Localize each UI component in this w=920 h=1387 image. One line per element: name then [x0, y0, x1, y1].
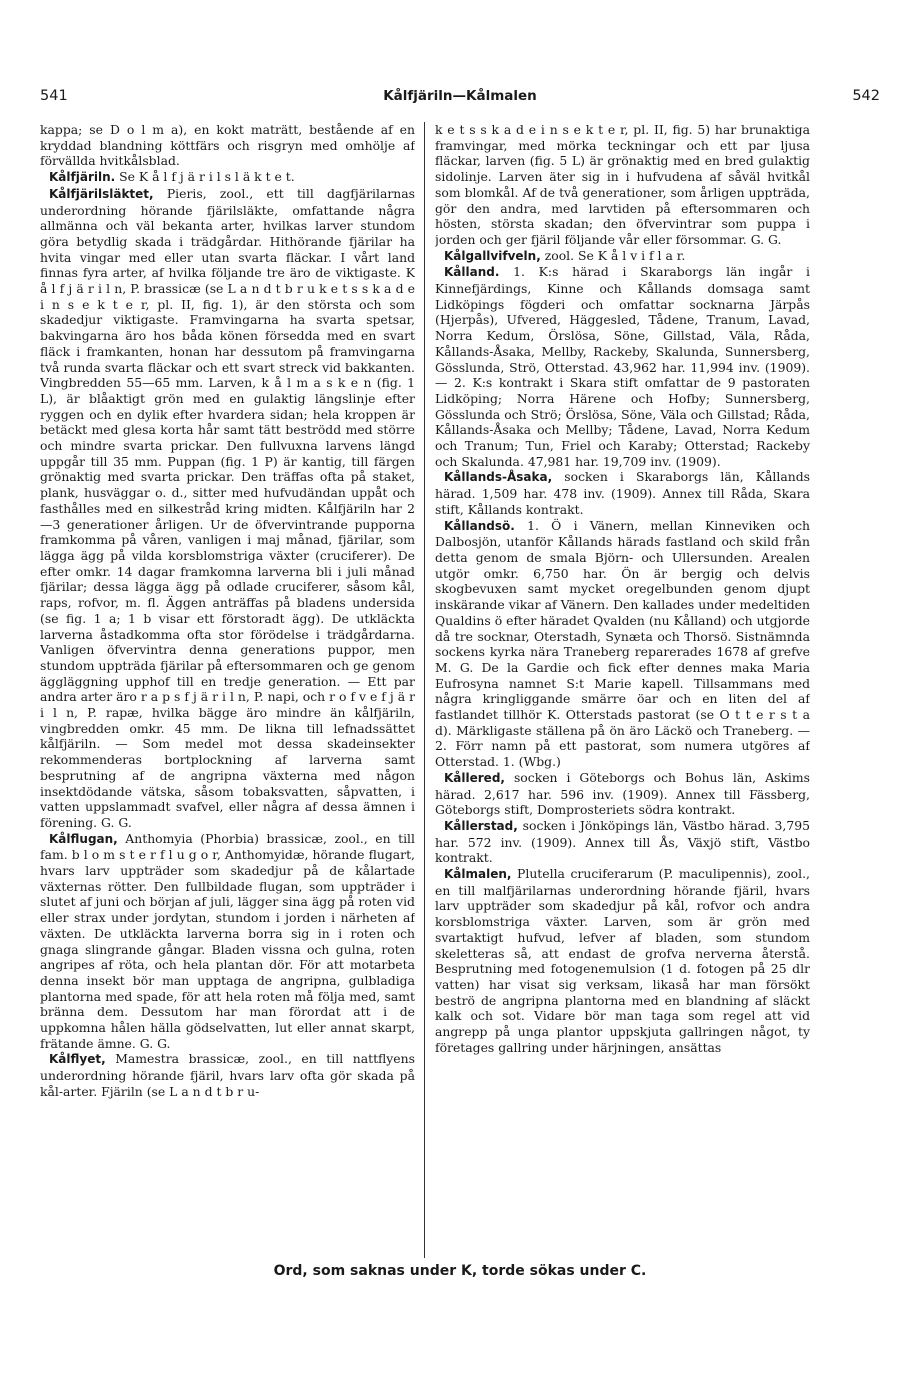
entry-headword: Kålfjärilsläktet,: [49, 186, 154, 201]
entry: [435, 469, 810, 517]
entry-body: socken i Skaraborgs län, Kållands härad. 1,509 har. 478 inv. (1909). Annex till Råda, Skara stift, Kållands kontrakt.: [435, 469, 810, 517]
entry: [435, 866, 810, 1055]
entry: [435, 518, 810, 770]
entry-body: 1. K:s härad i Skaraborgs län ingår i Kinnefjärdings, Kinne och Kållands domsaga samt Lidköpings fögderi och omfattar socknarna Järpås (Hjerpås), Ufvered, Häggesled, Tådene, Tranum, Lavad, Norra Kedum, Örslösa, Söne, Gillstad, Väla, Råda, Kållands-Åsaka, Mellby, Rackeby, Skalunda, Sunnersberg, Gösslunda, Strö, Otterstad. 43,962 har. 11,994 inv. (1909). — 2. K:s kontrakt i Skara stift omfattar de 9 pastoraten Lidköping; Norra Härene och Hofby; Sunnersberg, Gösslunda och Strö; Örslösa, Söne, Väla och Gillstad; Råda, Kållands-Åsaka och Mellby; Tådene, Lavad, Norra Kedum och Tranum; Tun, Friel och Karaby; Otterstad; Rackeby och Skalunda. 47,981 har. 19,709 inv. (1909).: [435, 264, 810, 469]
entry-body: Plutella cruciferarum (P. maculipennis), zool., en till malfjärilarnas underordning hörande fjäril, hvars larv uppträder som skadedjur på kål, rofvor och andra korsblomstriga växter. Larven, som är grön med svartaktigt hufvud, lefver af bladen, som stundom skeletteras så, att endast de grofva nerverna återstå. Besprutning med fotogenemulsion (1 d. fotogen på 25 dlr vatten) har visat sig verksam, likaså har man försökt beströ de angripna plantorna med en blandning af släckt kalk och sot. Vidare bör man taga som regel att vid angrepp på unga plantor uppskjuta gallringen något, ty företages gallring under härjningen, ansättas: [435, 866, 810, 1055]
entry-headword: Kållandsö.: [444, 518, 515, 533]
entry-body: 1. Ö i Vänern, mellan Kinneviken och Dalbosjön, utanför Kållands härads fastland och skild från detta genom de smala Björn- och Ullersunden. Arealen utgör omkr. 6,750 har. Ön är bergig och delvis skogbevuxen samt mycket oregelbunden genom djupt inskärande vikar af Vänern. Den kallades under medeltiden Qualdins ö efter häradet Qvalden (nu Kålland) och utgjorde då tre socknar, Oterstadh, Synæta och Thorsö. Sistnämnda sockens kyrka nära Traneberg reparerades 1678 af grefve M. G. De la Gardie och fick efter dennes maka Maria Eufrosyna namnet S:t Marie kapell. Tillsammans med några kringliggande smärre öar och en liten del af fastlandet tillhör K. Otterstads pastorat (se O t t e r s t a d). Märkligaste ställena på ön äro Läckö och Traneberg. — 2. Förr namn på ett pastorat, som numera utgöres af Otterstad. 1. (Wbg.): [435, 517, 810, 770]
column-divider: [424, 122, 425, 1258]
entry-body: Anthomyia (Phorbia) brassicæ, zool., en till fam. b l o m s t e r f l u g o r, Anthomyidæ, hörande flugart, hvars larv uppträder som skadedjur på de kålartade växternas rötter. Den fullbildade flugan, som uppträder i slutet af juni och början af juli, lägger sina ägg på roten vid eller strax under jordytan, stundom i jorden i närheten af växten. De utkläckta larverna borra sig in i roten och gnaga slingrande gångar. Bladen vissna och gulna, roten angripes af röta, och hela plantan dör. För att motarbeta denna insekt bör man upptaga de angripna, gulbladiga plantorna med spade, för att hela roten må följa med, samt bränna dem. Dessutom har man förordat att i de uppkomna hålen hälla gödselvatten, lut eller annat skarpt, frätande ämne. G. G.: [40, 830, 415, 1051]
entry: [435, 248, 810, 265]
entry-headword: Kållands-Åsaka,: [444, 470, 553, 485]
entry-headword: Kålland.: [444, 265, 500, 280]
entry-body: Se K å l f j ä r i l s l ä k t e t.: [119, 169, 295, 185]
entry: [40, 831, 415, 1052]
entry: [435, 264, 810, 469]
left-column: [40, 122, 415, 1258]
entry-body: zool. Se K å l v i f l a r.: [544, 247, 686, 263]
entry: [40, 169, 415, 186]
running-title: Kålfjäriln—Kålmalen: [383, 88, 537, 104]
page-footer-note: Ord, som saknas under K, torde sökas under C.: [273, 1263, 647, 1279]
entry-headword: Kålfjäriln.: [49, 170, 116, 185]
entry-body: socken i Jönköpings län, Västbo härad. 3,795 har. 572 inv. (1909). Annex till Ås, Växjö stift, Västbo kontrakt.: [435, 817, 810, 866]
entry-body: Mamestra brassicæ, zool., en till nattflyens underordning hörande fjäril, hvars larv ofta gör skada på kål-arter. Fjäriln (se L a n d t b r u-: [40, 1051, 415, 1099]
entry-headword: Kålmalen,: [444, 867, 512, 882]
entry-body: Pieris, zool., ett till dagfjärilarnas underordning hörande fjärilsläkte, omfattande några allmänna och väl bekanta arter, hvilkas larver stundom göra betydlig skada i trädgårdar. Hithörande fjärilar ha hvita vingar med eller utan svarta fläckar. I vårt land finnas fyra arter, af hvilka följande tre äro de viktigaste. K å l f j ä r i l n, P. brassicæ (se L a n d t b r u k e t s s k a d e i n s e k t e r, pl. II, fig. 1), är den största och som skadedjur viktigaste. Framvingarna ha svarta spetsar, bakvingarna äro hos båda könen försedda med en svart fläck i framkanten, honan har dessutom på framvingarna två runda svarta fläckar och ett svart streck vid bakkanten. Vingbredden 55—65 mm. Larven, k å l m a s k e n (fig. 1 L), är blåaktigt grön med en gulaktig längslinje efter ryggen och en dylik efter hvardera sidan; hela kroppen är betäckt med glesa korta hår samt tätt beströdd med större och mindre svarta prickar. Den fullvuxna larvens längd uppgår till 35 mm. Puppan (fig. 1 P) är kantig, till färgen grönaktig med svarta prickar. Den träffas ofta på staket, plank, husväggar o. d., sitter med hufvudändan uppåt och fasthålles med en silkestråd kring midten. Kålfjäriln har 2—3 generationer årligen. Ur de öfvervintrande pupporna framkomma på våren, vanligen i maj månad, fjärilar, som lägga ägg på vilda korsblomstriga växter (cruciferer). De efter omkr. 14 dagar framkomna larverna bli i juli månad fjärilar; dessa lägga ägg på odlade cruciferer, såsom kål, raps, rofvor, m. fl. Äggen anträffas på bladens undersida (se fig. 1 a; 1 b visar ett förstoradt ägg). De utkläckta larverna åstadkomma ofta stor förödelse i trädgårdarna. Vanligen öfvervintra denna generations puppor, men stundom uppträda fjärilar på eftersommaren och ge genom äggläggning upphof till en tredje generation. — Ett par andra arter äro r a p s f j ä r i l n, P. napi, och r o f v e f j ä r i l n, P. rapæ, hvilka bägge äro mindre än kålfjäriln, vingbredden omkr. 45 mm. De likna till lefnadssättet kålfjäriln. — Som medel mot dessa skadeinsekter rekommenderas bortplockning af larverna samt besprutning af de angripna växterna med någon insektdödande vätska, såsom tobaksvatten, såpvatten, i vatten uppslammadt svafvel, eller några af dessa ämnen i förening. G. G.: [40, 185, 415, 830]
page-number-right: 542: [852, 88, 880, 104]
entry-headword: Kålflugan,: [49, 831, 118, 846]
entry-body: socken i Göteborgs och Bohus län, Askims härad. 2,617 har. 596 inv. (1909). Annex till Fässberg, Göteborgs stift, Domprosteriets södra kontrakt.: [435, 769, 810, 818]
entry: [435, 770, 810, 818]
entry: [40, 1051, 415, 1099]
entry-continuation: kappa; se D o l m a), en kokt maträtt, bestående af en kryddad blandning köttfärs och risgryn med omhölje af förvällda hvitkålsblad.: [40, 122, 415, 169]
running-header: [40, 88, 880, 110]
entry-continuation: k e t s s k a d e i n s e k t e r, pl. II, fig. 5) har brunaktiga framvingar, med mörka teckningar och ett par ljusa fläckar, larven (fig. 5 L) är grönaktig med en bred gulaktig sidolinje. Larven äter sig in i hufvudena af såväl hvitkål som blomkål. Af de två generationer, som årligen uppträda, gör den andra, med larvtiden på eftersommaren och hösten, största skadan; den öfvervintrar som puppa i jorden och ger fjäril följande vår eller försommar. G. G.: [435, 122, 810, 247]
entry: [435, 818, 810, 866]
page-number-left: 541: [40, 88, 68, 104]
entry-headword: Kålgallvifveln,: [444, 248, 541, 263]
entry-headword: Kållerstad,: [444, 818, 518, 833]
right-column: [435, 122, 810, 1258]
entry-headword: Kålflyet,: [49, 1052, 106, 1067]
entry: [40, 186, 415, 831]
entry-headword: Kållered,: [444, 770, 505, 785]
